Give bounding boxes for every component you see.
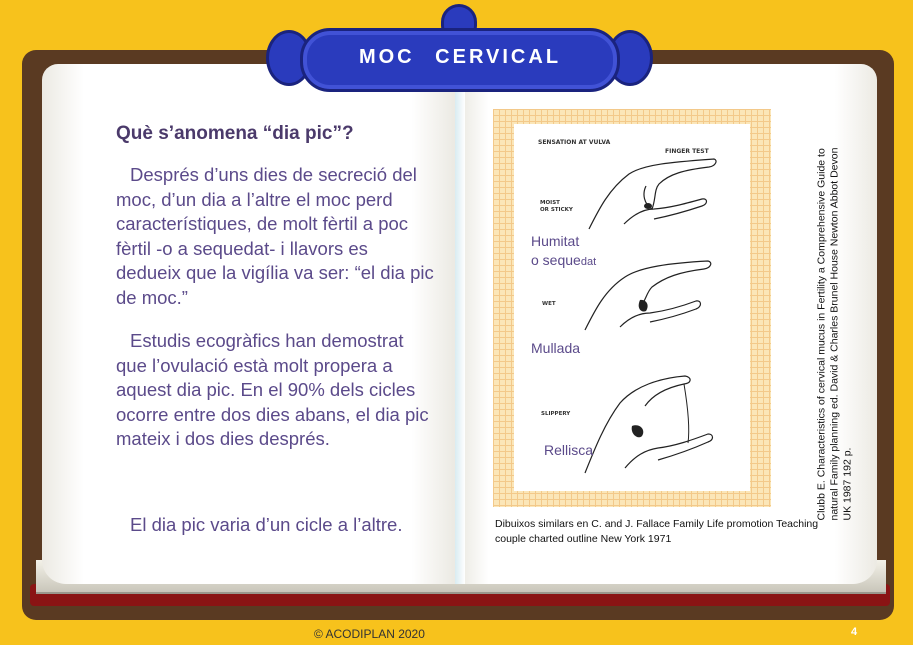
figure-code-slippery: SLIPPERY	[541, 411, 571, 417]
label-moist-line2-suffix: dat	[580, 256, 597, 268]
figure-code-wet: WET	[542, 301, 556, 307]
label-moist-line2: o seque	[531, 252, 581, 268]
paragraph-peak-variation: El dia pic varia d’un cicle a l’altre.	[130, 514, 403, 535]
paragraph-ovulation-studies: Estudis ecogràfics han demostrat que l’ovulació està molt propera a aquest dia pic. En el 90% dels cicles ocorre entre dos dies abans, el dia pic mateix i dos dies després.	[116, 330, 429, 449]
copyright-footer: © ACODIPLAN 2020	[314, 627, 425, 641]
question-heading: Què s’anomena “dia pic”?	[116, 123, 354, 144]
figure-code-moist: MOIST OR STICKY	[540, 200, 573, 213]
figure-caption: Dibuixos similars en C. and J. Fallace Family Life promotion Teaching couple charted outline New York 1971	[495, 518, 819, 545]
label-moist-or-dry	[531, 232, 596, 272]
hand-wet-drawing-icon	[580, 255, 720, 335]
label-moist-line1: Humitat	[531, 233, 580, 249]
hand-moist-drawing-icon	[584, 154, 724, 234]
label-slippery: Rellisca	[544, 442, 594, 458]
paragraph-peak-day-definition: Després d’uns dies de secreció del moc, d’un dia a l’altre el moc perd característiques, de molt fèrtil a poc fèrtil -o a sequedat- i llavors es dedueix que la vigília va ser: “el dia pic de moc.”	[116, 164, 434, 308]
label-wet: Mullada	[531, 340, 581, 356]
hand-slippery-drawing-icon	[580, 368, 720, 478]
book-gutter	[455, 64, 465, 584]
vertical-reference-citation: Clubb E. Characteristics of cervical mucus in Fertility a Comprehensive Guide to natural Family planning ed. David & Charles Brunel House Newton Abbot Devon UK 1987 192 p.	[815, 147, 854, 521]
page-title: MOC CERVICAL	[358, 46, 562, 68]
figure-header-sensation: SENSATION AT VULVA	[538, 139, 611, 146]
page-number: 4	[851, 626, 858, 638]
figure-header-finger-test: FINGER TEST	[665, 148, 709, 155]
